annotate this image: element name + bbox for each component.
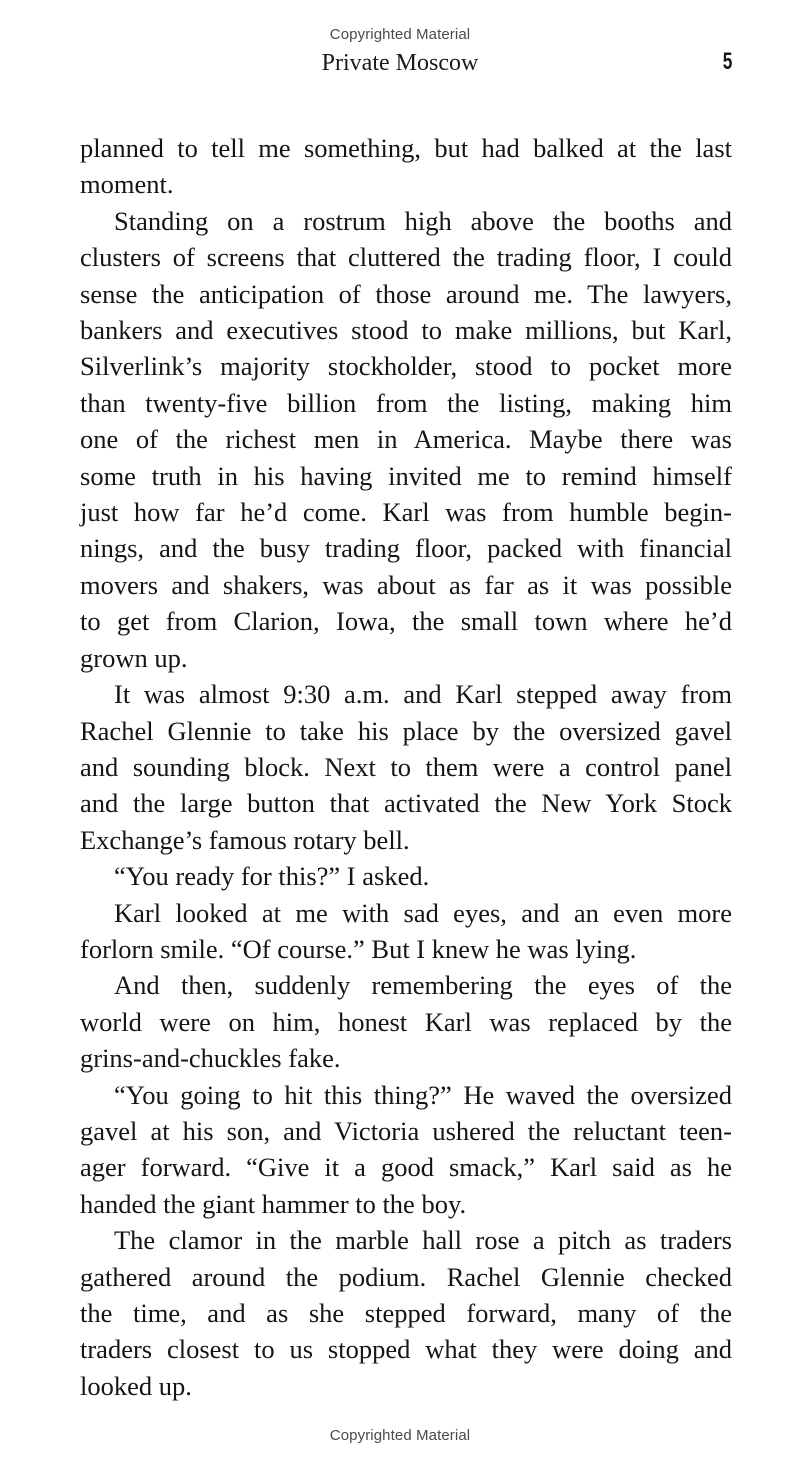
text-line: to get from Clarion, Iowa, the small town where he’d	[80, 606, 732, 637]
text-line: forlorn smile. “Of course.” But I knew he was lying.	[80, 933, 637, 964]
text-line: Rachel Glennie to take his place by the oversized gavel	[80, 715, 732, 746]
copyright-notice-bottom: Copyrighted Material	[329, 1427, 471, 1444]
text-line: The clamor in the marble hall rose a pitch as traders	[114, 1225, 732, 1256]
text-line: sense the anticipation of those around me. The lawyers,	[80, 278, 732, 309]
text-line: moment.	[80, 169, 174, 200]
page-number: 5	[722, 48, 732, 75]
text-line: and sounding block. Next to them were a control panel	[80, 751, 732, 782]
text-line: one of the richest men in America. Maybe there was	[80, 424, 732, 455]
text-line: than twenty-five billion from the listing, making him	[80, 387, 732, 418]
text-line: “You ready for this?” I asked.	[114, 861, 430, 892]
text-line: world were on him, honest Karl was replaced by the	[80, 1006, 732, 1037]
text-line: nings, and the busy trading floor, packed with financial	[80, 533, 732, 564]
text-line: ager forward. “Give it a good smack,” Karl said as he	[80, 1152, 732, 1183]
text-line: And then, suddenly remembering the eyes of the	[114, 970, 732, 1001]
text-line: bankers and executives stood to make millions, but Karl,	[80, 315, 732, 346]
text-line: just how far he’d come. Karl was from humble begin-	[80, 497, 732, 528]
text-line: grown up.	[80, 642, 188, 673]
text-line: traders closest to us stopped what they were doing and	[80, 1334, 732, 1365]
text-line: gavel at his son, and Victoria ushered the reluctant teen-	[80, 1115, 732, 1146]
text-line: “You going to hit this thing?” He waved the oversized	[114, 1079, 732, 1110]
text-line: planned to tell me something, but had balked at the last	[80, 133, 732, 163]
text-line: looked up.	[80, 1370, 192, 1401]
text-line: gathered around the podium. Rachel Glennie checked	[80, 1261, 732, 1292]
text-line: and the large button that activated the New York Stock	[80, 788, 732, 819]
body-text	[80, 130, 732, 1404]
text-line: movers and shakers, was about as far as it was possible	[80, 569, 732, 600]
copyright-notice-top: Copyrighted Material	[329, 26, 471, 43]
text-line: Karl looked at me with sad eyes, and an even more	[114, 897, 732, 928]
text-line: grins-and-chuckles fake.	[80, 1043, 341, 1074]
text-line: Standing on a rostrum high above the booths and	[114, 205, 732, 236]
running-title: Private Moscow	[321, 50, 479, 76]
text-line: It was almost 9:30 a.m. and Karl stepped away from	[114, 679, 732, 710]
text-line: handed the giant hammer to the boy.	[80, 1188, 467, 1219]
text-line: clusters of screens that cluttered the trading floor, I could	[80, 242, 732, 273]
text-line: some truth in his having invited me to remind himself	[80, 460, 732, 491]
text-line: Exchange’s famous rotary bell.	[80, 824, 410, 855]
text-line: Silverlink’s majority stockholder, stood to pocket more	[80, 351, 732, 382]
text-line: the time, and as she stepped forward, many of the	[80, 1298, 732, 1328]
